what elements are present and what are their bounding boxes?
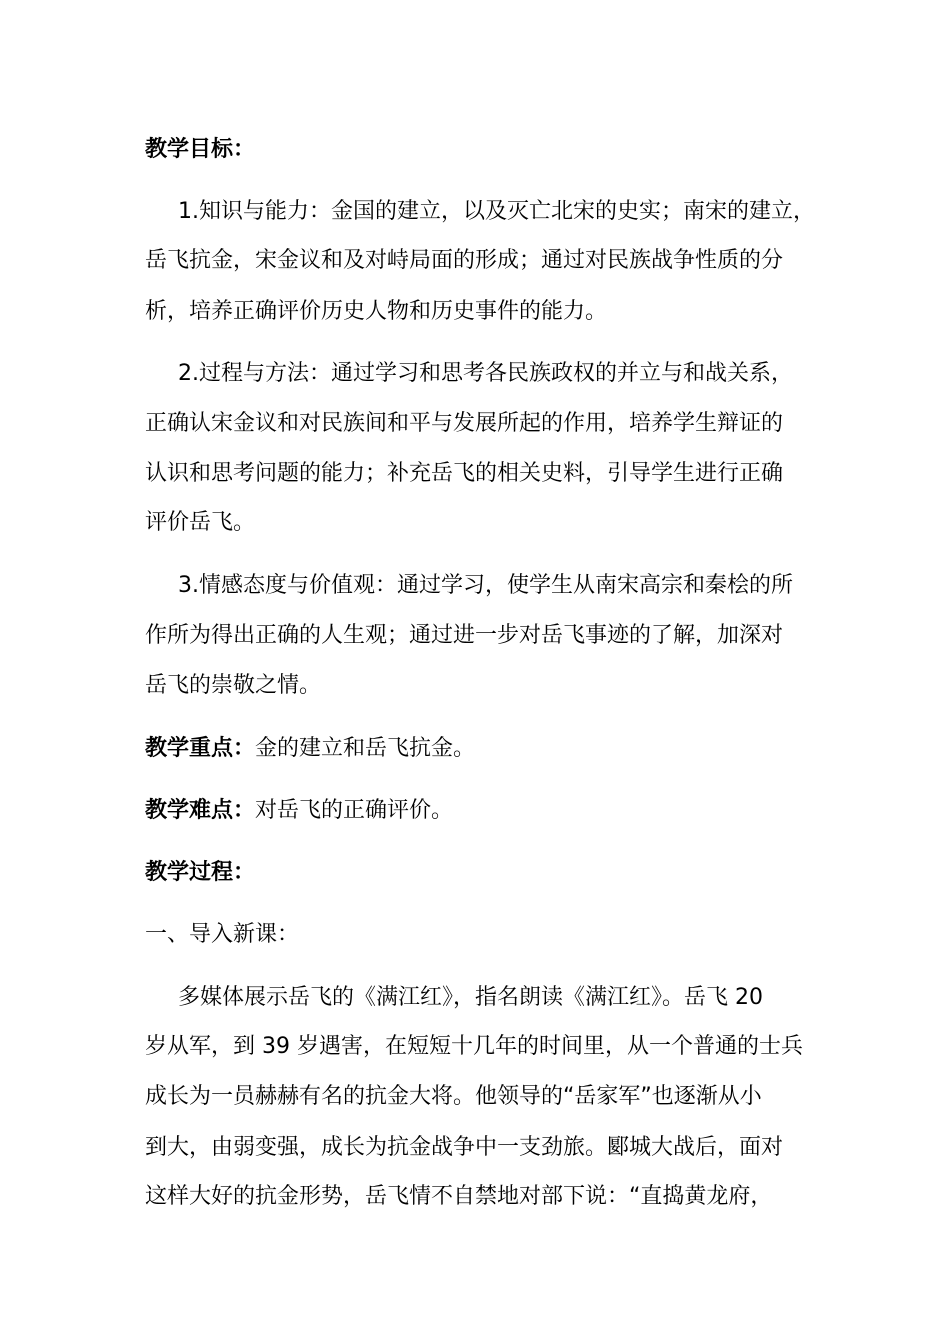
- key-point-line: [145, 735, 475, 763]
- objective2-line2: 正确认宋金议和对民族间和平与发展所起的作用，培养学生辩证的: [145, 411, 784, 436]
- objective1-line1: 1.知识与能力：金国的建立，以及灭亡北宋的史实；南宋的建立，: [178, 199, 815, 224]
- intro-line3: 成长为一员赫赫有名的抗金大将。他领导的“岳家军”也逐渐从小: [145, 1084, 762, 1109]
- intro-line4: 到大，由弱变强，成长为抗金战争中一支劲旅。郾城大战后，面对: [145, 1135, 784, 1160]
- difficulty-line: [145, 797, 453, 825]
- objective2-line3: 认识和思考问题的能力；补充岳飞的相关史料，引导学生进行正确: [145, 461, 784, 486]
- difficulty-text: 对岳飞的正确评价。: [255, 798, 454, 823]
- objective1-line2: 岳飞抗金，宋金议和及对峙局面的形成；通过对民族战争性质的分: [145, 248, 784, 273]
- key-point-label: 教学重点：: [145, 736, 256, 761]
- intro-line5: 这样大好的抗金形势，岳飞情不自禁地对部下说：“直捣黄龙府，: [145, 1184, 773, 1209]
- objective3-line3: 岳飞的崇敬之情。: [145, 673, 322, 698]
- objective3-line1: 3.情感态度与价值观：通过学习，使学生从南宋高宗和秦桧的所: [178, 573, 793, 598]
- key-point-text: 金的建立和岳飞抗金。: [255, 736, 476, 761]
- process-heading: 教学过程：: [145, 860, 256, 885]
- intro-line2: 岁从军，到 39 岁遇害，在短短十几年的时间里，从一个普通的士兵: [145, 1034, 803, 1059]
- objective1-line3: 析，培养正确评价历史人物和历史事件的能力。: [145, 299, 608, 324]
- difficulty-label: 教学难点：: [145, 798, 256, 823]
- objective3-line2: 作所为得出正确的人生观；通过进一步对岳飞事迹的了解，加深对: [145, 623, 784, 648]
- intro-line1: 多媒体展示岳飞的《满江红》，指名朗读《满江红》。岳飞 20: [178, 985, 763, 1010]
- objective2-line1: 2.过程与方法：通过学习和思考各民族政权的并立与和战关系，: [178, 361, 793, 386]
- section1-heading: 一、导入新课：: [145, 922, 300, 947]
- objective2-line4: 评价岳飞。: [145, 510, 256, 535]
- objectives-heading: 教学目标：: [145, 137, 256, 162]
